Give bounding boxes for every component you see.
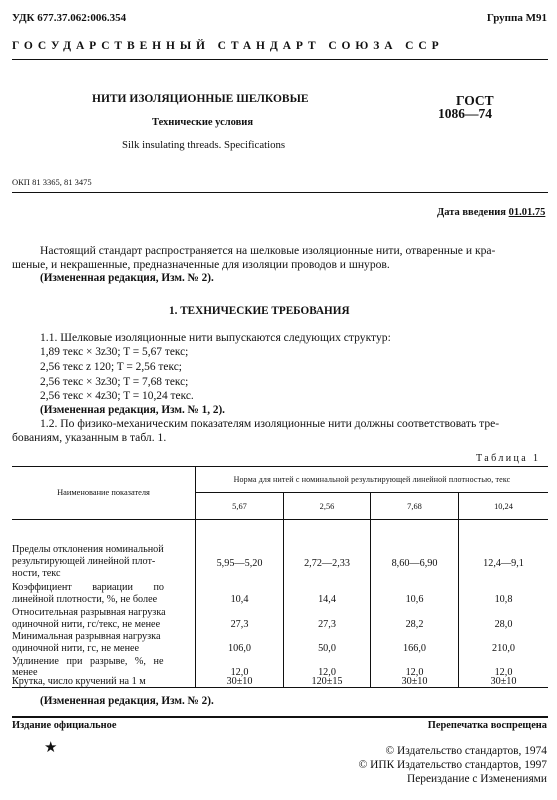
- row-2-label-line-1: Коэффициент вариации по: [12, 582, 165, 593]
- intro-line-2: шеные, и некрашенные, предназначенные для изоляции проводов и шнуров.: [12, 258, 390, 271]
- row-2-value-1: 10,4: [230, 594, 249, 605]
- title-divider: [12, 192, 548, 193]
- row-6-label-line-1: Крутка, число кручений на 1 м: [12, 676, 146, 687]
- official-edition: Издание официальное: [12, 720, 117, 731]
- intro-date-value: 01.01.75: [508, 207, 546, 218]
- group-code: Группа М91: [486, 12, 547, 24]
- udk-code: УДК 677.37.062:006.354: [12, 12, 127, 24]
- row-2-label-line-2: линейной плотности, %, не более: [12, 594, 158, 605]
- okp-codes: ОКП 81 3365, 81 3475: [12, 177, 92, 187]
- row-5-label-line-2: менее: [12, 667, 38, 678]
- row-1-value-2: 2,72—2,33: [304, 558, 350, 569]
- density-header-3: 7,68: [407, 502, 422, 511]
- intro-date: [437, 207, 545, 218]
- footer-divider: [12, 716, 548, 718]
- intro-line-1: Настоящий стандарт распространяется на шелковые изоляционные нити, отваренные и кра-: [40, 244, 496, 257]
- reissue-note: Переиздание с Изменениями: [407, 773, 547, 785]
- table-edit-note: (Измененная редакция, Изм. № 2).: [40, 695, 214, 707]
- structure-2: 2,56 текс z 120; T = 2,56 текс;: [40, 361, 182, 373]
- row-2-value-2: 14,4: [318, 594, 336, 605]
- table-vline-4: [458, 492, 459, 687]
- row-4-label-line-1: Минимальная разрывная нагрузка: [12, 631, 161, 642]
- row-1-value-3: 8,60—6,90: [391, 558, 438, 569]
- paragraph-1-2-line-1: 1.2. По физико-механическим показателям изоляционные нити должны соответствовать тре-: [40, 417, 500, 430]
- section-1-heading: 1. ТЕХНИЧЕСКИЕ ТРЕБОВАНИЯ: [169, 305, 350, 317]
- table-bottom-border: [12, 687, 548, 688]
- state-standard-banner: ГОСУДАРСТВЕННЫЙ СТАНДАРТ СОЮЗА ССР: [12, 40, 444, 52]
- row-2-value-3: 10,6: [405, 594, 424, 605]
- header-divider: [12, 59, 548, 60]
- intro-edit-note: (Измененная редакция, Изм. № 2).: [40, 272, 214, 284]
- row-1-label-line-2: результирующей линейной плот-: [12, 556, 156, 567]
- table-vline-2: [283, 492, 284, 687]
- star-icon: ★: [44, 740, 58, 756]
- row-4-label-line-2: одиночной нити, гс, не менее: [12, 643, 140, 654]
- row-6-value-3: 30±10: [401, 676, 428, 687]
- row-4-value-2: 50,0: [318, 643, 336, 654]
- row-6-value-1: 30±10: [226, 676, 253, 687]
- structure-4: 2,56 текс × 4z30; T = 10,24 текс.: [40, 390, 194, 402]
- row-3-label-line-1: Относительная разрывная нагрузка: [12, 607, 166, 618]
- row-6-value-2: 120±15: [311, 676, 343, 687]
- density-header-4: 10,24: [494, 502, 513, 511]
- document-subtitle: Технические условия: [152, 117, 254, 128]
- table-head-bottom-border: [12, 519, 548, 520]
- row-5-value-2: 12,0: [318, 667, 336, 678]
- reprint-prohibited: Перепечатка воспрещена: [427, 720, 547, 731]
- intro-date-label: Дата введения: [437, 207, 506, 218]
- row-1-value-4: 12,4—9,1: [483, 558, 524, 569]
- row-4-value-4: 210,0: [492, 643, 515, 654]
- table-col-group-header: Норма для нитей с номинальной результирующей линейной плотностью, текс: [233, 475, 511, 484]
- paragraph-1-1: 1.1. Шелковые изоляционные нити выпускаются следующих структур:: [40, 331, 391, 344]
- table-vline-3: [370, 492, 371, 687]
- row-3-value-1: 27,3: [230, 619, 249, 630]
- copyright-1974: © Издательство стандартов, 1974: [385, 745, 547, 757]
- row-5-value-4: 12,0: [494, 667, 513, 678]
- row-3-label-line-2: одиночной нити, гс/текс, не менее: [12, 619, 161, 630]
- document-title: НИТИ ИЗОЛЯЦИОННЫЕ ШЕЛКОВЫЕ: [92, 93, 309, 105]
- row-6-value-4: 30±10: [490, 676, 517, 687]
- gost-number: 1086—74: [438, 106, 492, 121]
- paragraph-1-2-line-2: бованиям, указанным в табл. 1.: [12, 431, 167, 444]
- row-4-value-1: 106,0: [228, 643, 251, 654]
- copyright-1997: © ИПК Издательство стандартов, 1997: [358, 759, 547, 771]
- row-5-label-line-1: Удлинение при разрыве, %, не: [12, 656, 164, 667]
- row-3-value-4: 28,0: [494, 619, 513, 630]
- density-header-2: 2,56: [319, 502, 335, 511]
- document-title-english: Silk insulating threads. Specifications: [122, 139, 286, 151]
- gost-label: ГОСТ: [456, 93, 494, 108]
- table-col-name-header: Наименование показателя: [57, 488, 150, 497]
- row-4-value-3: 166,0: [403, 643, 426, 654]
- structure-1: 1,89 текс × 3z30; T = 5,67 текс;: [40, 346, 189, 358]
- row-3-value-2: 27,3: [318, 619, 336, 630]
- row-1-label-line-3: ности, текс: [12, 568, 61, 579]
- paragraph-1-1-edit-note: (Измененная редакция, Изм. № 1, 2).: [40, 404, 225, 416]
- row-5-value-3: 12,0: [405, 667, 424, 678]
- row-1-label-line-1: Пределы отклонения номинальной: [12, 544, 164, 555]
- structure-3: 2,56 текс × 3z30; T = 7,68 текс;: [40, 376, 189, 388]
- row-2-value-4: 10,8: [494, 594, 513, 605]
- row-1-value-1: 5,95—5,20: [216, 558, 263, 569]
- density-header-1: 5,67: [232, 502, 247, 511]
- table-top-border: [12, 466, 548, 467]
- table-header-divider: [195, 492, 548, 493]
- row-3-value-3: 28,2: [405, 619, 424, 630]
- row-5-value-1: 12,0: [230, 667, 249, 678]
- table-caption: Таблица 1: [476, 453, 541, 464]
